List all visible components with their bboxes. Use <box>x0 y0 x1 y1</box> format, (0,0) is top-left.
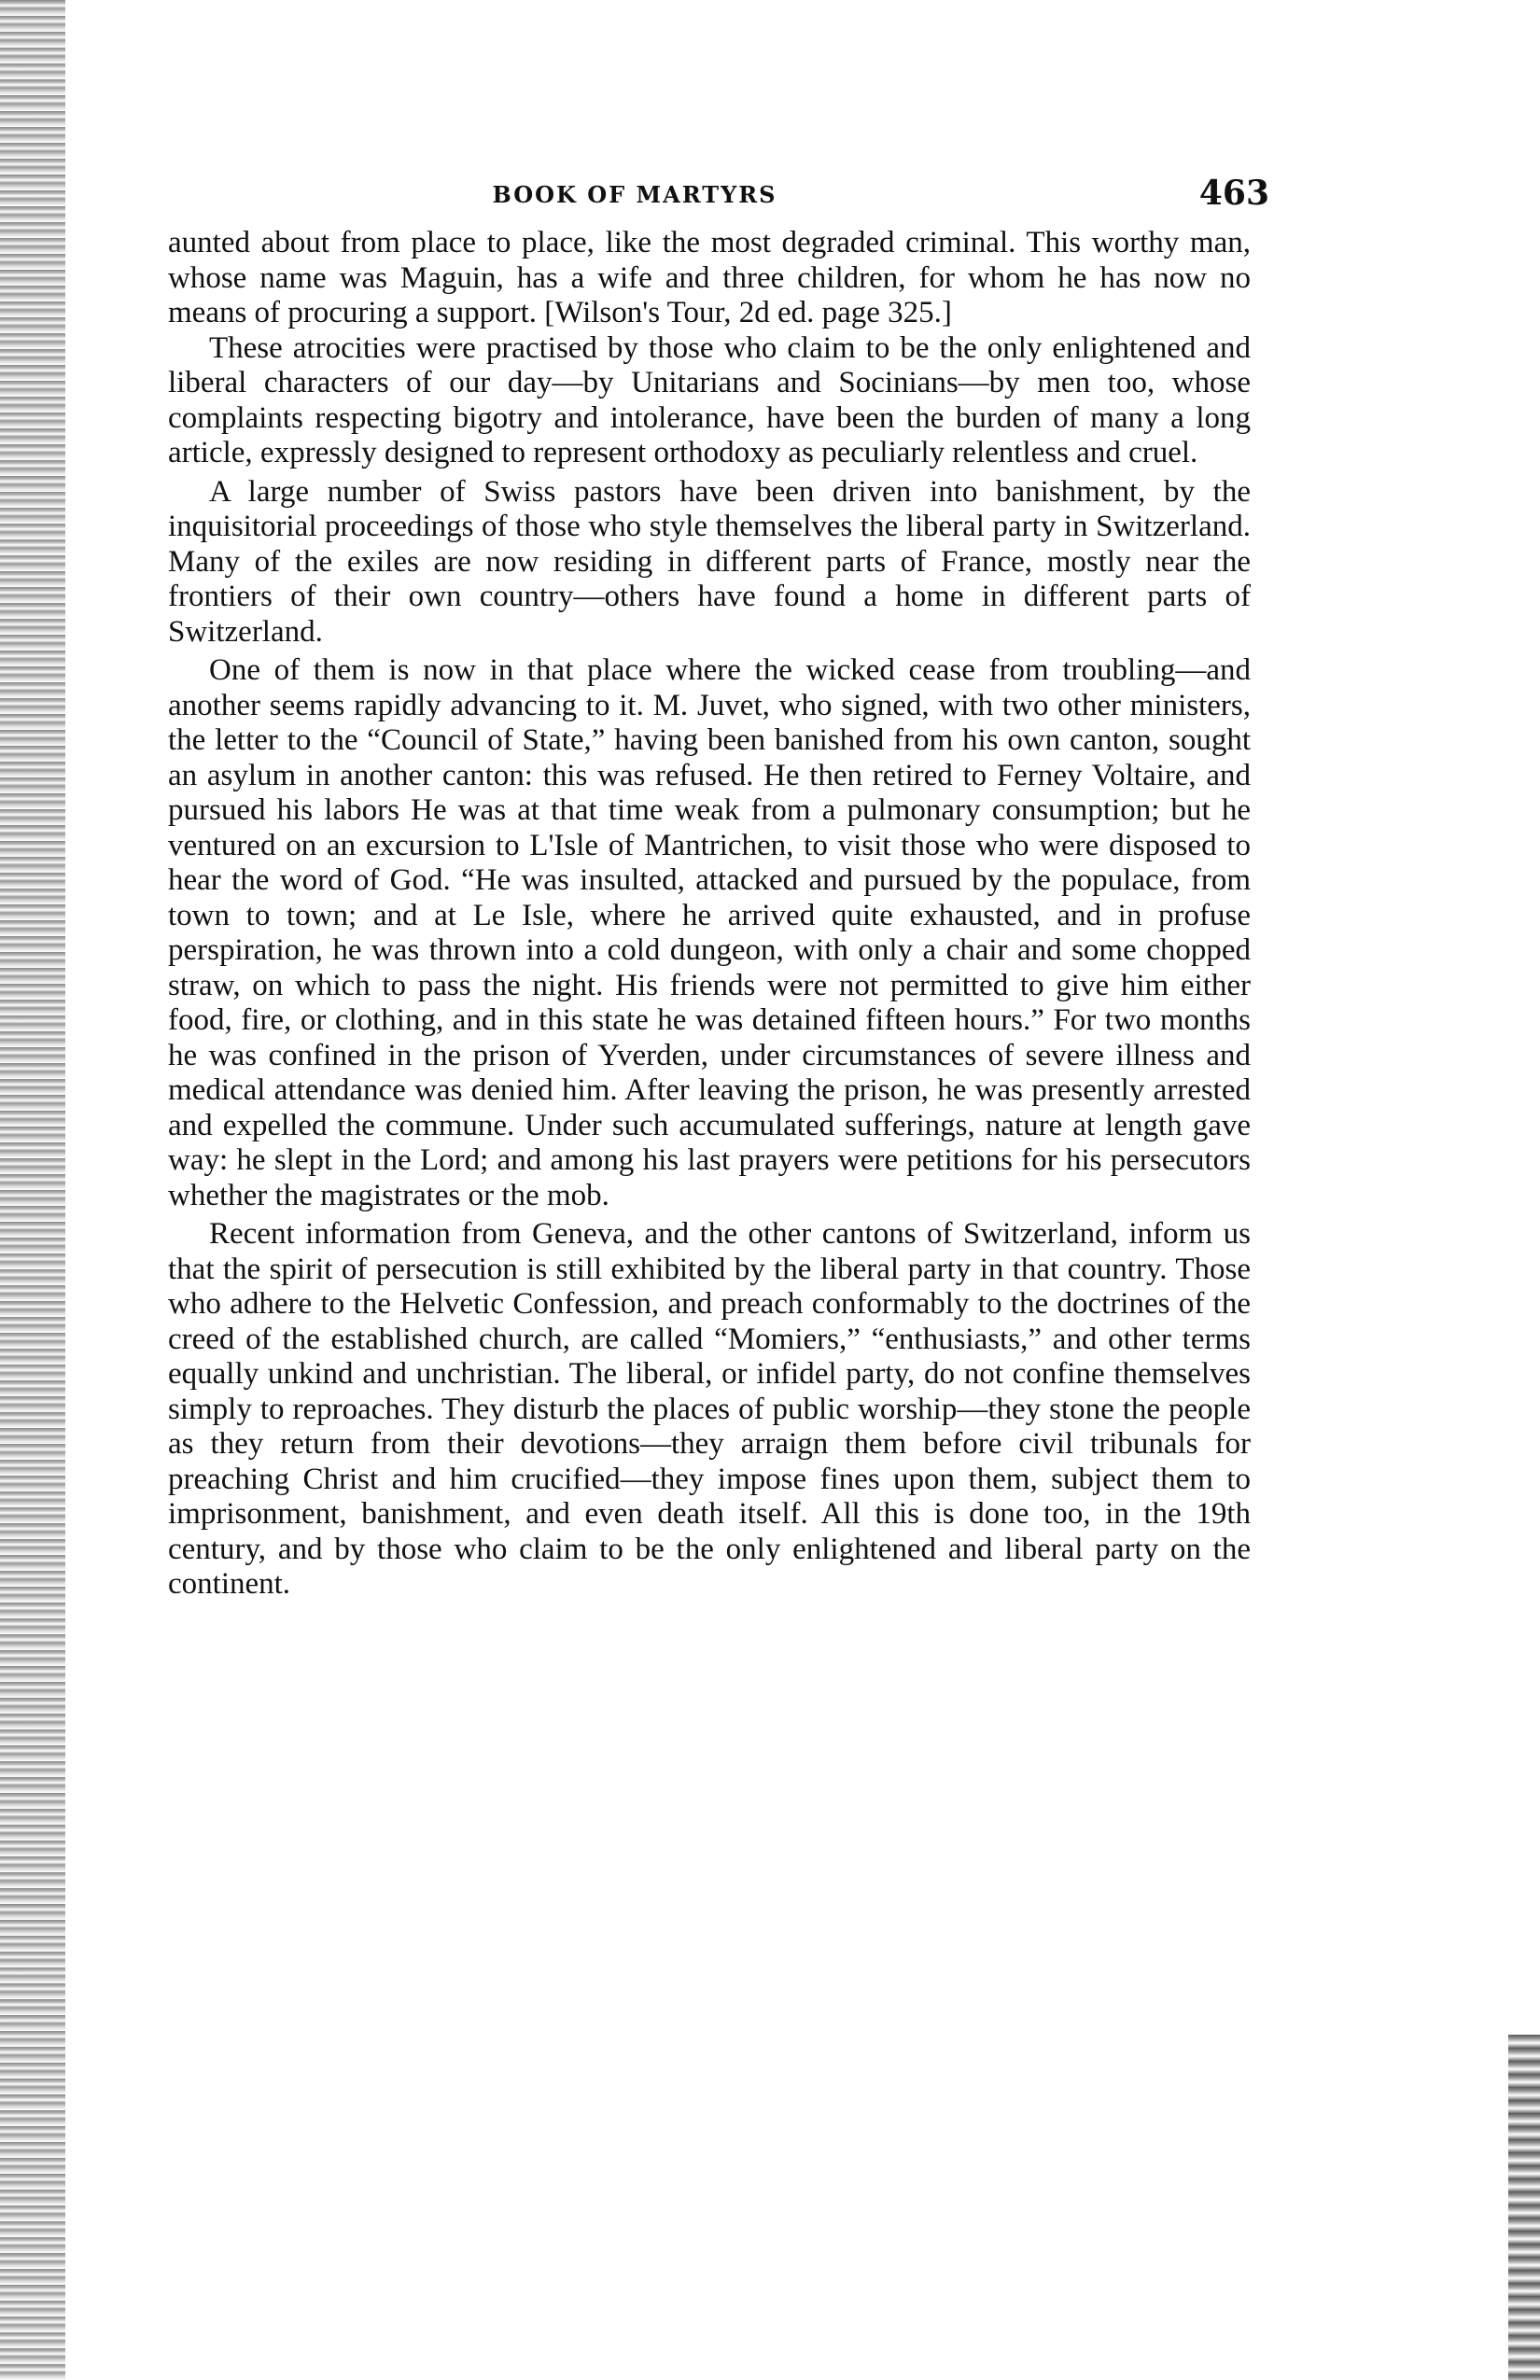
paragraph-atrocities: These atrocities were practised by those who claim to be the only enlightened and liberal characters of our day—by Unitarians and Socinians—by men too, whose complaints respecting bigotry and intolerance, have been the burden of many a long article, expressly designed to represent orthodoxy as peculiarly relentless and cruel. <box>168 330 1251 469</box>
running-title: BOOK OF MARTYRS <box>492 181 777 208</box>
page-text-body <box>168 226 1251 1606</box>
page-number: 463 <box>1198 174 1269 213</box>
paragraph-juvet: One of them is now in that place where the wicked cease from troubling—and another seems rapidly advancing to it. M. Juvet, who signed, with two other ministers, the letter to the “Council of State,” having been banished from his own canton, sought an asylum in another canton: this was refused. He then retired to Ferney Voltaire, and pursued his labors He was at that time weak from a pulmonary consumption; but he ventured on an excursion to L'Isle of Mantrichen, to visit those who were disposed to hear the word of God. “He was insulted, attacked and pursued by the populace, from town to town; and at Le Isle, where he arrived quite exhausted, and in profuse perspiration, he was thrown into a cold dungeon, with only a chair and some chopped straw, on which to pass the night. His friends were not permitted to give him either food, fire, or clothing, and in this state he was detained fifteen hours.” For two months he was confined in the prison of Yverden, under circumstances of severe illness and medical attendance was denied him. After leaving the prison, he was presently arrested and expelled the commune. Under such accumulated sufferings, nature at length gave way: he slept in the Lord; and among his last prayers were petitions for his persecutors whether the magistrates or the mob. <box>168 653 1251 1212</box>
continued-text: aunted about from place to place, like the most degraded criminal. This worthy man, whose name was Maguin, has a wife and three children, for whom he has now no means of procuring a support. <box>168 226 1251 329</box>
running-head <box>168 174 1269 220</box>
scanned-page-edge-right <box>1508 2035 1540 2380</box>
citation: [Wilson's Tour, 2d ed. page 325.] <box>544 296 952 329</box>
scanned-page-edge-left <box>0 0 65 2380</box>
paragraph-swiss-pastors: A large number of Swiss pastors have been driven into banishment, by the inquisitorial proceedings of those who style themselves the liberal party in Switzerland. Many of the exiles are now residing in different parts of France, mostly near the frontiers of their own country—others have found a home in different parts of Switzerland. <box>168 474 1251 649</box>
paragraph-geneva: Recent information from Geneva, and the other cantons of Switzerland, inform us that the spirit of persecution is still exhibited by the liberal party in that country. Those who adhere to the Helvetic Confession, and preach conformably to the doctrines of the creed of the established church, are called “Momiers,” “enthusiasts,” and other terms equally unkind and unchristian. The liberal, or infidel party, do not confine themselves simply to reproaches. They disturb the places of public worship—they stone the people as they return from their devotions—they arraign them before civil tribunals for preaching Christ and him crucified—they impose fines upon them, subject them to imprisonment, banishment, and even death itself. All this is done too, in the 19th century, and by those who claim to be the only enlightened and liberal party on the continent. <box>168 1217 1251 1601</box>
continued-paragraph <box>168 226 1251 331</box>
